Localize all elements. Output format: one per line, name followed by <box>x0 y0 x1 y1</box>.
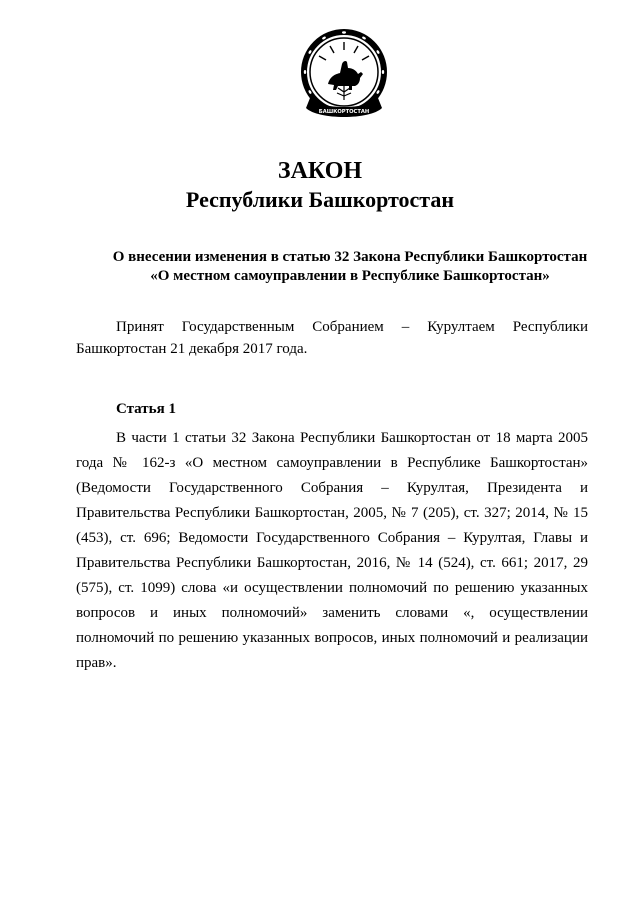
article-body: В части 1 статьи 32 Закона Республики Башкортостан от 18 марта 2005 года № 162-з «О местном самоуправлении в Республике Башкортостан» (Ведомости Государственного Собрания – Курултая, Президента и Правительства Республики Башкортостан, 2005, № 7 (205), ст. 327; 2014, № 15 (453), ст. 696; Ведомости Государственного Собрания – Курултая, Главы и Правительства Республики Башкортостан, 2016, № 14 (524), ст. 661; 2017, 29 (575), ст. 1099) слова «и осуществлении полномочий по решению указанных вопросов и иных полномочий» заменить словами «, осуществлении полномочий по решению указанных вопросов, иных полномочий и реализации прав». <box>76 430 588 671</box>
coat-of-arms-emblem <box>300 28 388 124</box>
document-title: ЗАКОН <box>277 158 363 184</box>
law-subject-line-1: О внесении изменения в статью 32 Закона Республики Башкортостан <box>112 249 588 265</box>
article-heading: Статья 1 <box>116 401 176 417</box>
emblem-ribbon-text: БАШКОРТОСТАН <box>318 109 370 115</box>
law-subject-line-2: «О местном самоуправлении в Республике Башкортостан» <box>150 268 550 284</box>
adoption-statement: Принят Государственным Собранием – Курултаем Республики Башкортостан 21 декабря 2017 года. <box>76 319 588 357</box>
document-subtitle: Республики Башкортостан <box>185 187 455 212</box>
